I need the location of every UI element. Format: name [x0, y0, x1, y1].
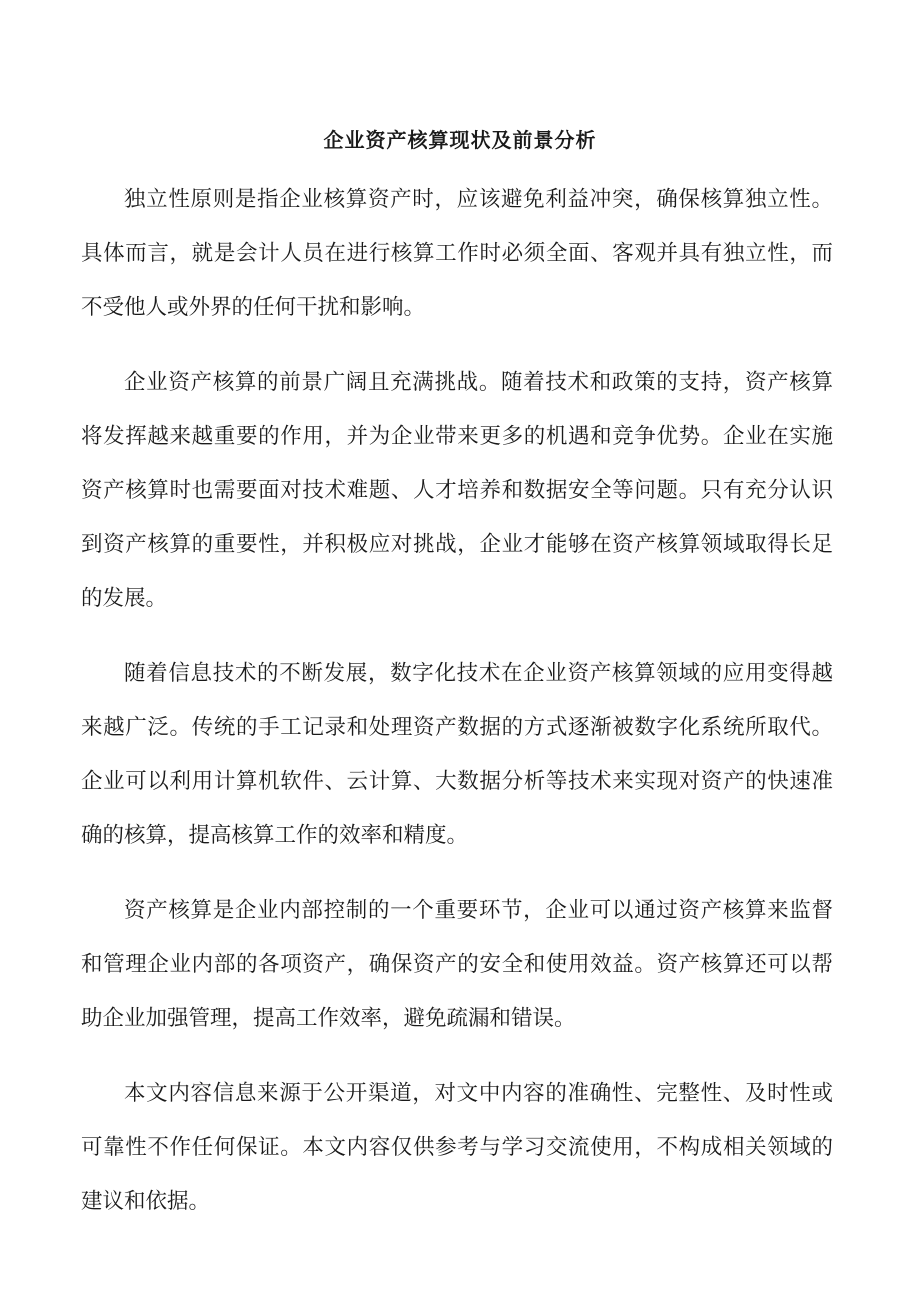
- document-body: [81, 173, 833, 1250]
- document-title: 企业资产核算现状及前景分析: [323, 128, 597, 152]
- paragraph-prospects: 企业资产核算的前景广阔且充满挑战。随着技术和政策的支持，资产核算将发挥越来越重要的作用，并为企业带来更多的机遇和竞争优势。企业在实施资产核算时也需要面对技术难题、人才培养和数据安全等问题。只有充分认识到资产核算的重要性，并积极应对挑战，企业才能够在资产核算领域取得长足的发展。: [81, 370, 833, 611]
- paragraph-digitalization: 随着信息技术的不断发展，数字化技术在企业资产核算领域的应用变得越来越广泛。传统的手工记录和处理资产数据的方式逐渐被数字化系统所取代。企业可以利用计算机软件、云计算、大数据分析等技术来实现对资产的快速准确的核算，提高核算工作的效率和精度。: [81, 661, 833, 848]
- paragraph-internal-control: 资产核算是企业内部控制的一个重要环节，企业可以通过资产核算来监督和管理企业内部的各项资产，确保资产的安全和使用效益。资产核算还可以帮助企业加强管理，提高工作效率，避免疏漏和错误。: [81, 898, 833, 1031]
- paragraph-disclaimer: 本文内容信息来源于公开渠道，对文中内容的准确性、完整性、及时性或可靠性不作任何保证。本文内容仅供参考与学习交流使用，不构成相关领域的建议和依据。: [81, 1081, 833, 1214]
- paragraph-independence-principle: 独立性原则是指企业核算资产时，应该避免利益冲突，确保核算独立性。具体而言，就是会计人员在进行核算工作时必须全面、客观并具有独立性，而不受他人或外界的任何干扰和影响。: [81, 187, 833, 320]
